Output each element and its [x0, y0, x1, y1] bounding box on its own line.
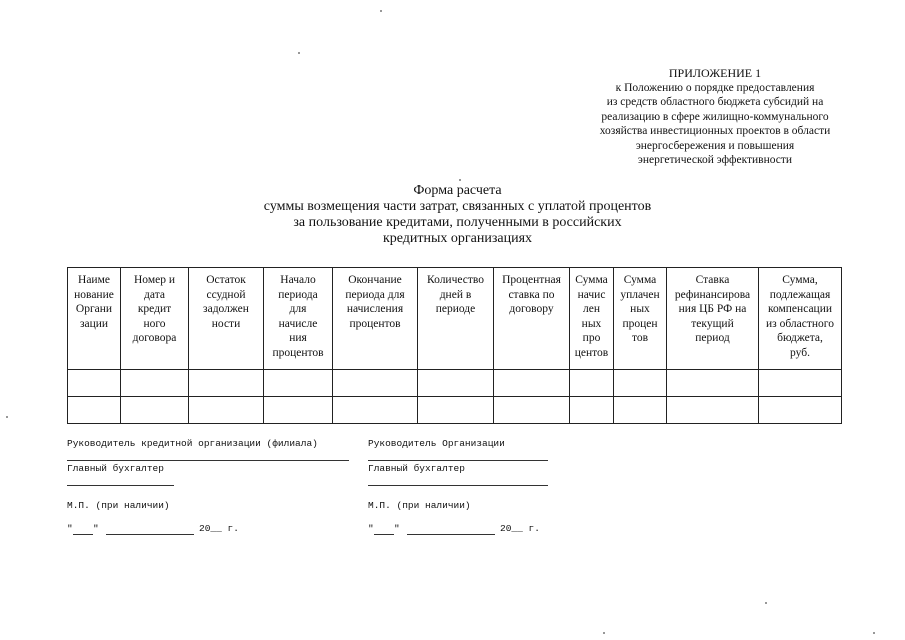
col-header-line: процентов: [272, 346, 324, 359]
form-title: [200, 183, 715, 247]
col-header-line: ния: [289, 332, 307, 344]
col-header-line: из областного: [766, 317, 834, 330]
left-head-label: Руководитель кредитной организации (филиала): [67, 438, 318, 449]
form-title-line: кредитных организациях: [382, 231, 533, 246]
col-header-refinancing-rate: [667, 268, 759, 370]
appendix-line: реализацию в сфере жилищно-коммунального: [601, 110, 829, 123]
table-cell[interactable]: [667, 397, 759, 424]
table-row: [68, 397, 842, 424]
scan-speck: [459, 179, 461, 181]
table-cell[interactable]: [570, 397, 614, 424]
col-header-line: центов: [574, 346, 609, 359]
col-header-debt-balance: [189, 268, 264, 370]
table-cell[interactable]: [189, 397, 264, 424]
right-date-quote-close: ": [394, 523, 400, 534]
col-header-paid-interest: [614, 268, 667, 370]
col-header-line: Процентная: [502, 274, 561, 286]
col-header-line: нование: [74, 288, 114, 301]
col-header-line: ности: [211, 317, 241, 330]
col-header-line: ного: [143, 317, 166, 330]
scan-speck: [6, 416, 8, 418]
col-header-line: периода: [278, 288, 318, 301]
col-header-period-start: [264, 268, 333, 370]
right-date-day-line[interactable]: [374, 534, 394, 535]
col-header-line: ссудной: [206, 288, 246, 301]
scan-speck: [298, 52, 300, 54]
left-stamp-label: М.П. (при наличии): [67, 500, 170, 511]
appendix-line: из средств областного бюджета субсидий на: [606, 96, 824, 108]
right-accountant-signature-line[interactable]: [368, 485, 548, 486]
col-header-line: ных: [581, 317, 602, 330]
col-header-period-end: [333, 268, 418, 370]
left-head-signature-line[interactable]: [67, 460, 349, 461]
left-accountant-signature-line[interactable]: [67, 485, 174, 486]
col-header-line: Начало: [280, 274, 316, 286]
col-header-line: Сумма: [623, 274, 657, 286]
col-header-line: Ставка: [695, 274, 730, 286]
table-cell[interactable]: [614, 397, 667, 424]
appendix-line: энергосбережения и повышения: [635, 139, 795, 152]
left-date-quote-open: ": [67, 523, 73, 534]
table-cell[interactable]: [418, 397, 494, 424]
scan-speck: [873, 632, 875, 634]
col-header-line: текущий: [691, 317, 734, 330]
col-header-line: Органи: [75, 303, 113, 315]
col-header-contract: [121, 268, 189, 370]
col-header-line: уплачен: [620, 288, 660, 301]
table-cell[interactable]: [494, 397, 570, 424]
table-cell[interactable]: [333, 370, 418, 397]
right-date-quote-open: ": [368, 523, 374, 534]
col-header-line: задолжен: [203, 303, 249, 315]
table-cell[interactable]: [667, 370, 759, 397]
table-cell[interactable]: [759, 397, 842, 424]
col-header-line: дней в: [439, 288, 472, 301]
col-header-days: [418, 268, 494, 370]
scan-speck: [380, 10, 382, 12]
col-header-line: кредит: [137, 303, 172, 315]
right-stamp-label: М.П. (при наличии): [368, 500, 471, 511]
appendix-line: хозяйства инвестиционных проектов в области: [599, 125, 831, 137]
table-cell[interactable]: [494, 370, 570, 397]
col-header-line: компенсации: [767, 303, 833, 315]
table-cell[interactable]: [264, 397, 333, 424]
table-cell[interactable]: [759, 370, 842, 397]
col-header-line: договору: [509, 303, 554, 315]
col-header-line: процен: [622, 317, 658, 330]
col-header-line: рефинансирова: [674, 288, 751, 301]
form-title-line: суммы возмещения части затрат, связанных с уплатой процентов: [263, 199, 652, 214]
appendix-line: энергетической эффективности: [637, 154, 793, 166]
col-header-line: Сумма: [575, 274, 608, 286]
col-header-compensation: [759, 268, 842, 370]
left-date-month-line[interactable]: [106, 534, 194, 535]
col-header-line: подлежащая: [769, 288, 831, 301]
col-header-line: начис: [577, 288, 606, 301]
table-cell[interactable]: [570, 370, 614, 397]
col-header-line: про: [582, 332, 601, 344]
table-cell[interactable]: [614, 370, 667, 397]
right-date-year: 20__ г.: [500, 523, 540, 534]
col-header-line: руб.: [790, 346, 810, 359]
col-header-organization: [68, 268, 121, 370]
col-header-interest-rate: [494, 268, 570, 370]
appendix-heading: ПРИЛОЖЕНИЕ 1: [668, 66, 762, 80]
col-header-line: договора: [132, 332, 177, 344]
left-date-year: 20__ г.: [199, 523, 239, 534]
col-header-line: дата: [144, 288, 165, 301]
col-header-line: Окончание: [348, 274, 402, 286]
col-header-line: лен: [583, 303, 600, 315]
col-header-line: тов: [631, 332, 649, 344]
col-header-line: ния ЦБ РФ на: [678, 303, 747, 315]
table-header-row: [68, 268, 842, 370]
col-header-line: бюджета,: [777, 332, 823, 344]
col-header-line: начисления: [346, 303, 404, 315]
right-date-month-line[interactable]: [407, 534, 495, 535]
table-cell[interactable]: [121, 397, 189, 424]
calculation-table: [67, 267, 842, 424]
table-cell[interactable]: [189, 370, 264, 397]
left-date-day-line[interactable]: [73, 534, 93, 535]
right-head-signature-line[interactable]: [368, 460, 548, 461]
col-header-line: Сумма,: [782, 274, 818, 286]
scan-speck: [765, 602, 767, 604]
table-row: [68, 370, 842, 397]
right-head-label: Руководитель Организации: [368, 438, 505, 449]
table-cell[interactable]: [264, 370, 333, 397]
col-header-accrued-interest: [570, 268, 614, 370]
table-cell[interactable]: [333, 397, 418, 424]
appendix-block: [570, 66, 860, 168]
appendix-line: к Положению о порядке предоставления: [615, 81, 815, 94]
left-date-quote-close: ": [93, 523, 99, 534]
col-header-line: ставка по: [508, 288, 555, 301]
table-cell[interactable]: [418, 370, 494, 397]
table-cell[interactable]: [68, 397, 121, 424]
col-header-line: Наиме: [78, 274, 110, 286]
form-title-line: за пользование кредитами, полученными в российских: [293, 215, 622, 230]
right-accountant-label: Главный бухгалтер: [368, 463, 465, 474]
scan-speck: [603, 632, 605, 634]
table-cell[interactable]: [68, 370, 121, 397]
left-accountant-label: Главный бухгалтер: [67, 463, 164, 474]
col-header-line: для: [289, 303, 307, 315]
col-header-line: Номер и: [134, 274, 175, 286]
col-header-line: ных: [630, 303, 650, 315]
col-header-line: начисле: [278, 317, 318, 330]
col-header-line: Остаток: [206, 274, 246, 286]
col-header-line: период: [695, 332, 730, 344]
table-cell[interactable]: [121, 370, 189, 397]
col-header-line: зации: [79, 317, 109, 330]
col-header-line: Количество: [427, 274, 484, 286]
col-header-line: периода для: [345, 288, 405, 301]
col-header-line: процентов: [349, 317, 401, 330]
form-title-line: Форма расчета: [413, 183, 502, 198]
col-header-line: периоде: [435, 303, 476, 315]
